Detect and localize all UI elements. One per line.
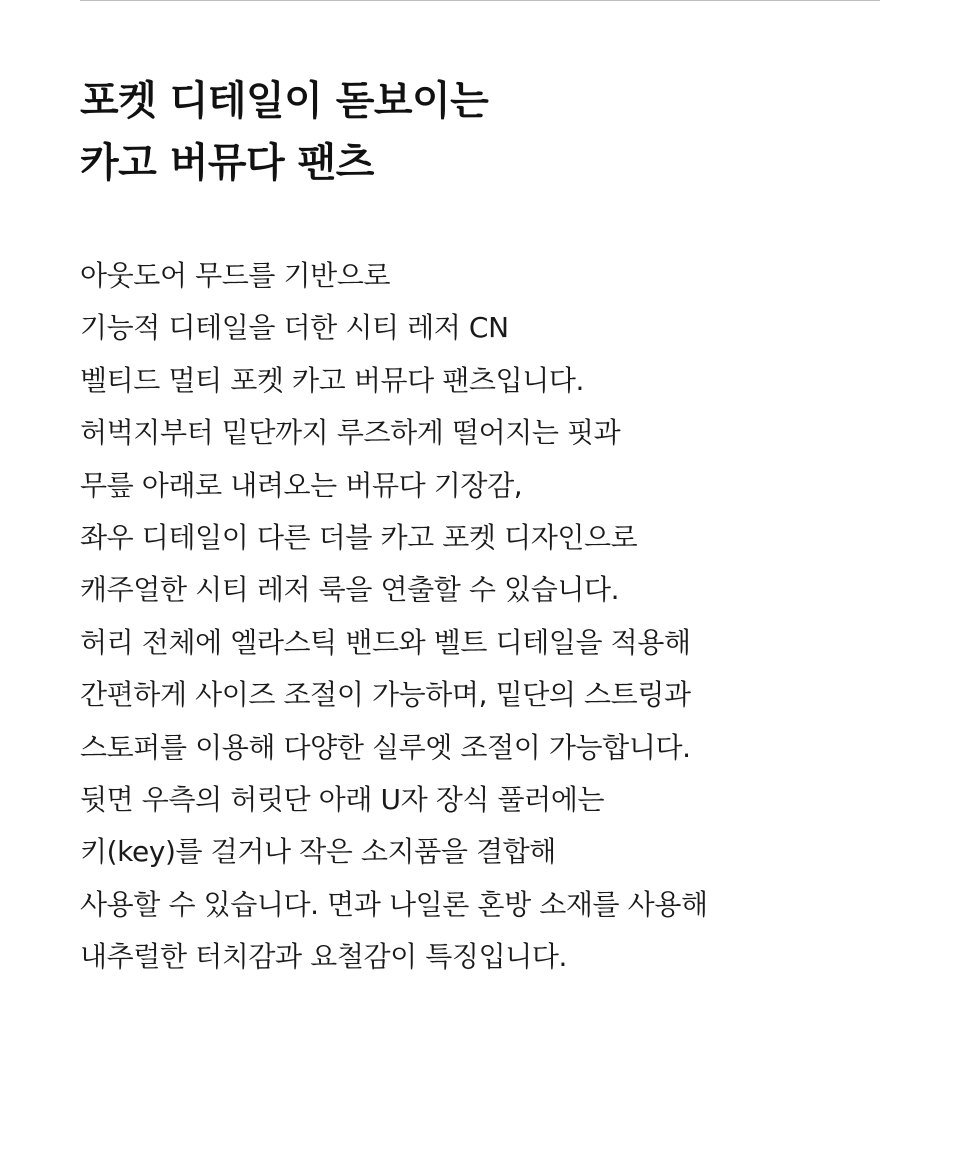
title-line: 카고 버뮤다 팬츠 xyxy=(80,140,374,186)
top-divider xyxy=(80,0,880,1)
description-line: 스토퍼를 이용해 다양한 실루엣 조절이 가능합니다. xyxy=(80,730,691,764)
description-line: 허리 전체에 엘라스틱 밴드와 벨트 디테일을 적용해 xyxy=(80,625,691,659)
description-line: 아웃도어 무드를 기반으로 xyxy=(80,259,391,292)
title-line: 포켓 디테일이 돋보이는 xyxy=(80,78,489,124)
description-line: 기능적 디테일을 더한 시티 레저 CN xyxy=(80,311,509,345)
section-title xyxy=(80,70,880,194)
description-line: 캐주얼한 시티 레저 룩을 연출할 수 있습니다. xyxy=(80,573,620,607)
product-description-section xyxy=(80,70,880,984)
description-line: 무릎 아래로 내려오는 버뮤다 기장감, xyxy=(80,468,523,502)
description-line: 키(key)를 걸거나 작은 소지품을 결합해 xyxy=(80,835,556,869)
description-line: 내추럴한 터치감과 요철감이 특징입니다. xyxy=(80,940,568,974)
description-line: 뒷면 우측의 허릿단 아래 U자 장식 풀러에는 xyxy=(80,783,605,817)
description-line: 사용할 수 있습니다. 면과 나일론 혼방 소재를 사용해 xyxy=(80,887,708,921)
description-line: 허벅지부터 밑단까지 루즈하게 떨어지는 핏과 xyxy=(80,416,621,450)
description-line: 간편하게 사이즈 조절이 가능하며, 밑단의 스트링과 xyxy=(80,678,691,712)
description-paragraph xyxy=(80,250,880,984)
description-line: 좌우 디테일이 다른 더블 카고 포켓 디자인으로 xyxy=(80,521,638,555)
description-line: 벨티드 멀티 포켓 카고 버뮤다 팬츠입니다. xyxy=(80,363,585,397)
